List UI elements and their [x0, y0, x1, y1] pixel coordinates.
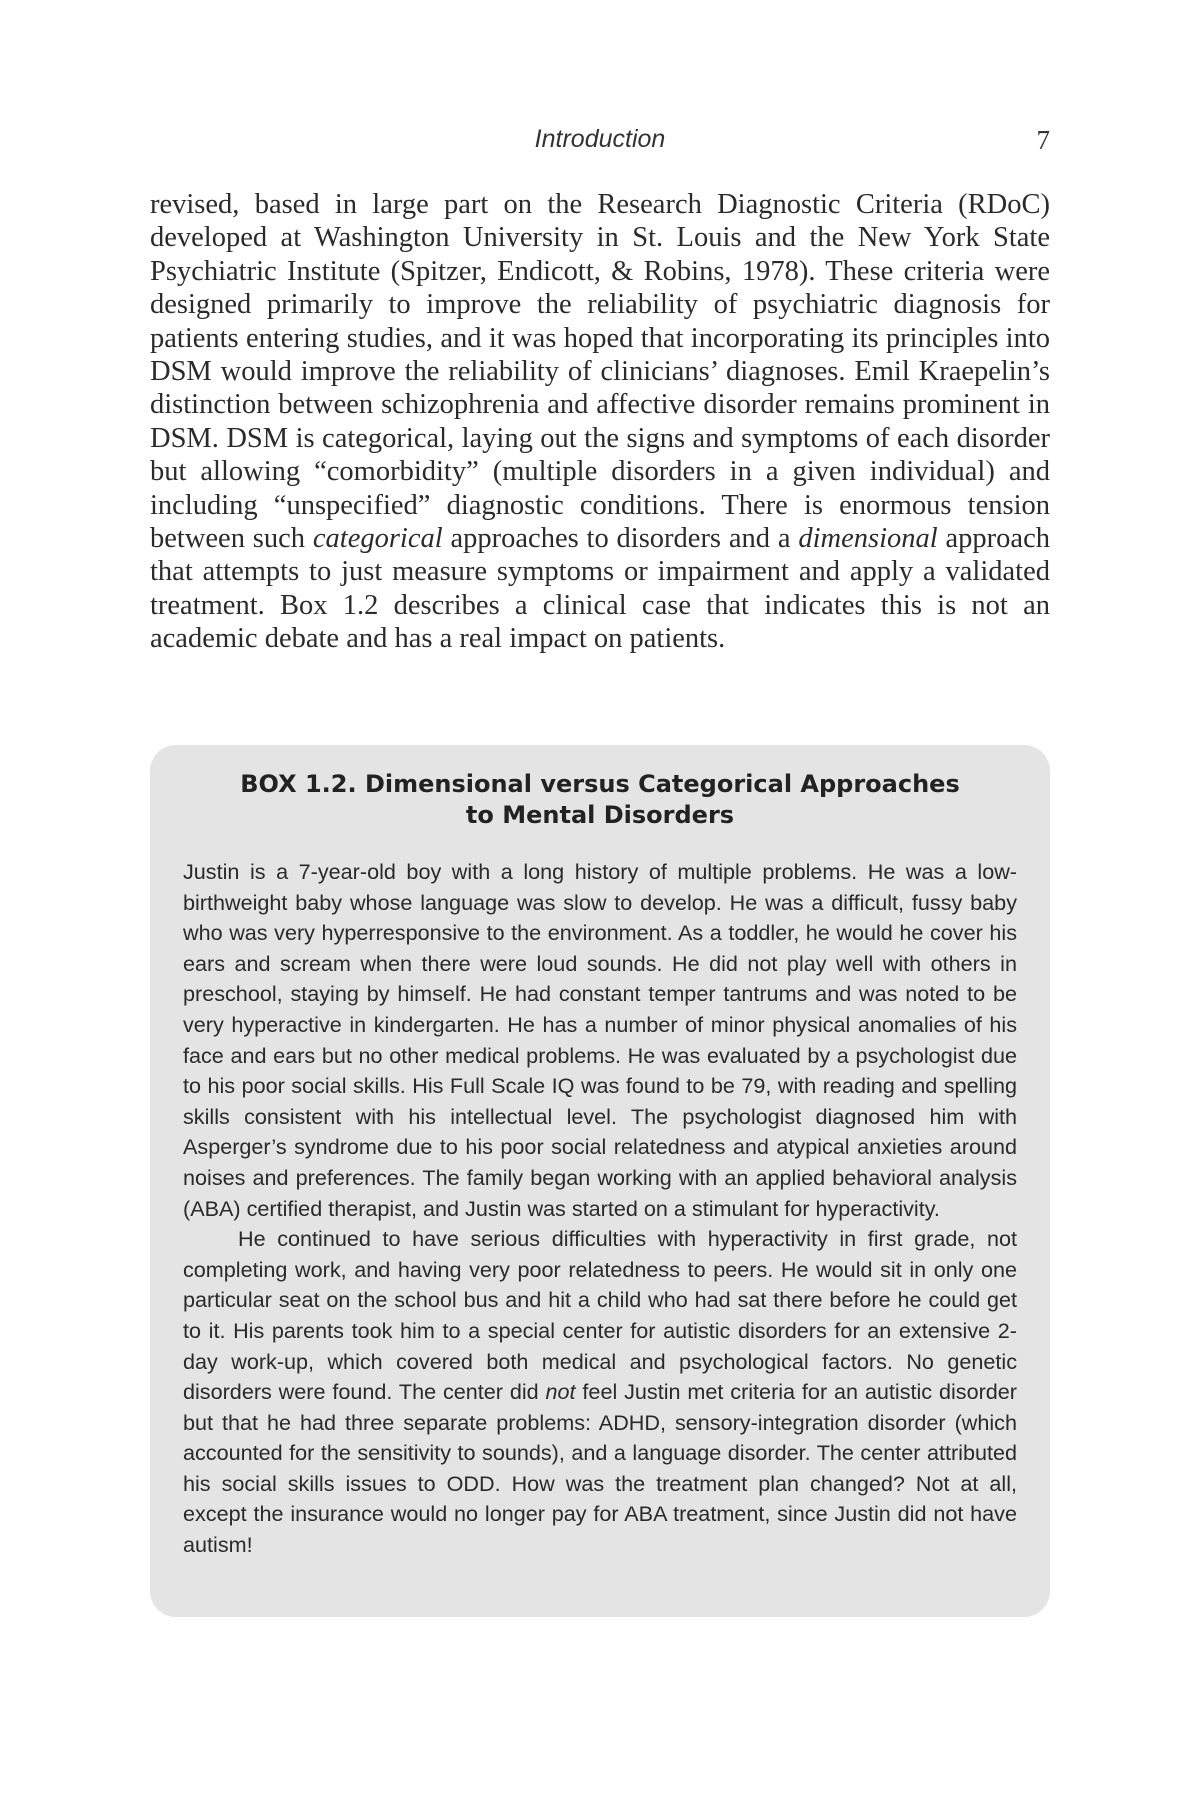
box-paragraph-2 [183, 1224, 1017, 1561]
body-text-segment: approaches to disorders and a [442, 523, 799, 555]
emphasis-categorical: categorical [312, 523, 443, 555]
body-text-segment: revised, based in large part on the Research Diagnostic Criteria (RDoC) developed at Washington University in St. Louis and the New York State Psychiatric Institute (Spitzer, Endicott, & Robins, 1978). These criteria were designed primarily to improve the reliability of psychiatric diagnosis for patients entering studies, and it was hoped that incorporating its principles into DSM would improve the reliability of clinicians’ diagnoses. Emil Kraepelin’s distinction between schizophrenia and affective disorder remains prominent in DSM. DSM is categorical, laying out the signs and symptoms of each disorder but allowing “comorbidity” (multiple disorders in a given individual) and including “unspecified” diagnostic conditions. There is enormous tension between such [150, 189, 1050, 555]
box-title-line-1: BOX 1.2. Dimensional versus Categorical Approaches [240, 770, 960, 798]
box-paragraph-1: Justin is a 7-year-old boy with a long history of multiple problems. He was a low-birthweight baby whose language was slow to develop. He was a difficult, fussy baby who was very hyperresponsive to the environment. As a toddler, he would he cover his ears and scream when there were loud sounds. He did not play well with others in preschool, staying by himself. He had constant temper tantrums and was noted to be very hyperactive in kindergarten. He has a number of minor physical anomalies of his face and ears but no other medical problems. He was evaluated by a psychologist due to his poor social skills. His Full Scale IQ was found to be 79, with reading and spelling skills consistent with his intellectual level. The psychologist diagnosed him with Asperger’s syndrome due to his poor social relatedness and atypical anxieties around noises and preferences. The family began working with an applied behavioral analysis (ABA) certified therapist, and Justin was started on a stimulant for hyperactivity. [183, 859, 1017, 1221]
box-title [183, 769, 1017, 831]
page-number: 7 [1036, 125, 1050, 155]
box-text-segment: feel Justin met criteria for an autistic disorder but that he had three separate problems: ADHD, sensory-integration disorder (which accounted for the sensitivity to sounds), and a language disorder. The center attributed his social skills issues to ODD. How was the treatment plan changed? Not at all, except the insurance would no longer pay for ABA treatment, since Justin did not have autism! [183, 1379, 1017, 1558]
running-head [150, 125, 1050, 159]
running-title: Introduction [534, 125, 666, 153]
emphasis-not: not [545, 1379, 576, 1405]
box-title-line-2: to Mental Disorders [465, 801, 735, 829]
box-1-2 [150, 745, 1050, 1617]
box-text-segment: He continued to have serious difficulties with hyperactivity in first grade, not completing work, and having very poor relatedness to peers. He would sit in only one particular seat on the school bus and hit a child who had sat there before he could get to it. His parents took him to a special center for autistic disorders for an extensive 2-day work-up, which covered both medical and psychological factors. No genetic disorders were found. The center did [183, 1226, 1017, 1405]
body-paragraph [150, 188, 1050, 656]
emphasis-dimensional: dimensional [798, 523, 938, 555]
body-text-segment: approach that attempts to just measure symptoms or impairment and apply a validated treatment. Box 1.2 describes a clinical case that indicates this is not an academic debate and has a real impact on patients. [150, 523, 1050, 655]
